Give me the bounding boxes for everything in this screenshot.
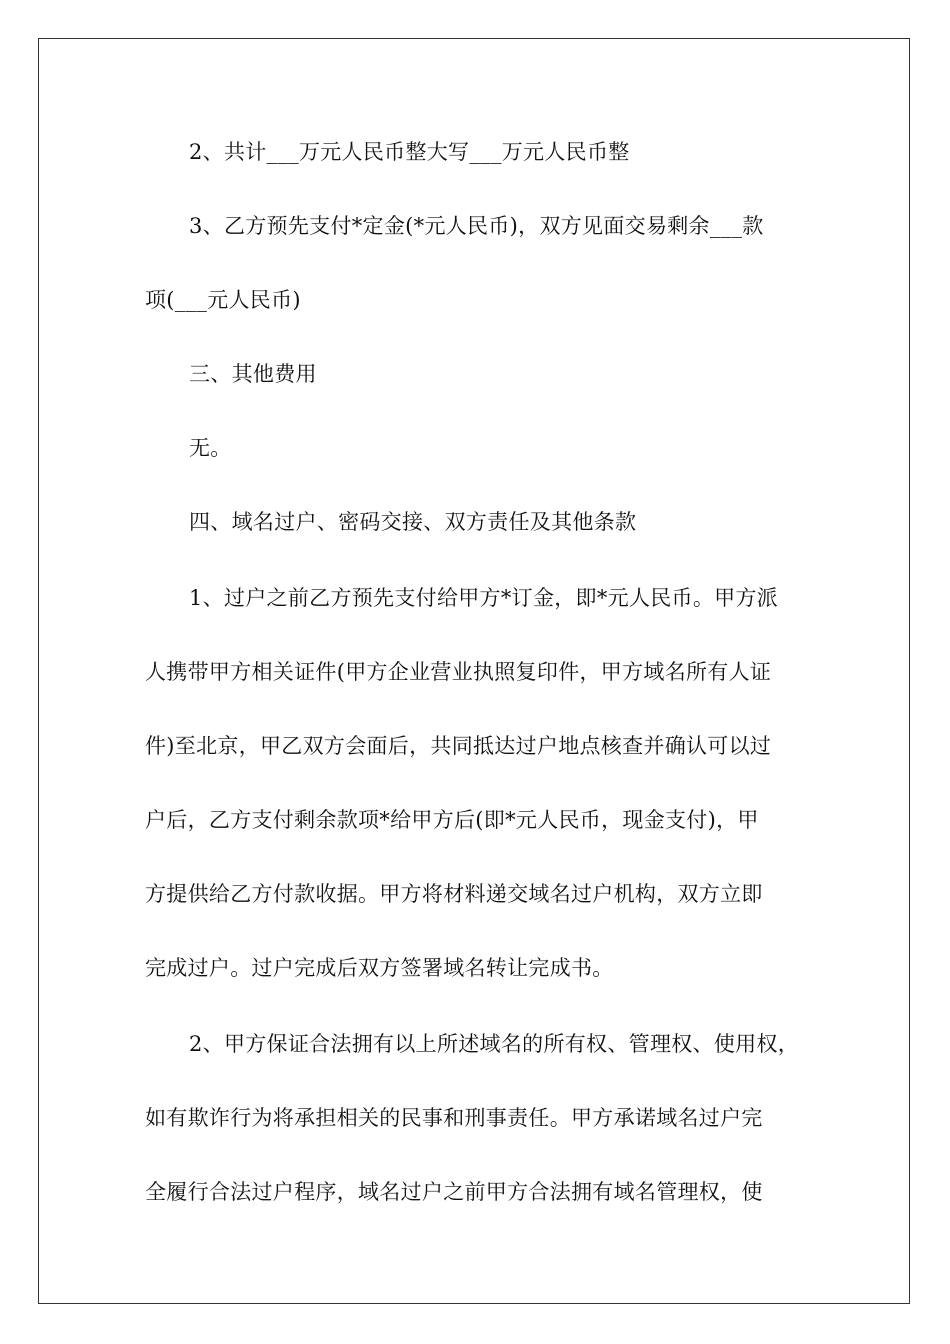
clause-1-line-1: 1、过户之前乙方预先支付给甲方*订金，即*元人民币。甲方派 <box>189 586 779 610</box>
clause-1-line-5: 方提供给乙方付款收据。甲方将材料递交域名过户机构，双方立即 <box>145 882 763 906</box>
clause-1-line-2: 人携带甲方相关证件(甲方企业营业执照复印件，甲方域名所有人证 <box>145 660 772 684</box>
clause-2-line-3: 全履行合法过户程序，域名过户之前甲方合法拥有域名管理权，使 <box>145 1180 763 1204</box>
item-3-deposit: 3、乙方预先支付*定金(*元人民币)，双方见面交易剩余___款 <box>189 214 764 238</box>
clause-1-line-4: 户后，乙方支付剩余款项*给甲方后(即*元人民币，现金支付)，甲 <box>145 808 759 832</box>
section-4-heading: 四、域名过户、密码交接、双方责任及其他条款 <box>189 510 637 534</box>
section-3-heading: 三、其他费用 <box>189 362 317 386</box>
clause-2-line-2: 如有欺诈行为将承担相关的民事和刑事责任。甲方承诺域名过户完 <box>145 1106 763 1130</box>
section-3-content: 无。 <box>189 436 232 460</box>
clause-1-line-6: 完成过户。过户完成后双方签署域名转让完成书。 <box>145 956 614 980</box>
clause-2-line-1: 2、甲方保证合法拥有以上所述域名的所有权、管理权、使用权， <box>189 1032 800 1056</box>
item-2-total-amount: 2、共计___万元人民币整大写___万元人民币整 <box>189 140 630 164</box>
clause-1-line-3: 件)至北京，甲乙双方会面后，共同抵达过户地点核查并确认可以过 <box>145 734 772 758</box>
item-3-continued: 项(___元人民币) <box>145 288 301 312</box>
